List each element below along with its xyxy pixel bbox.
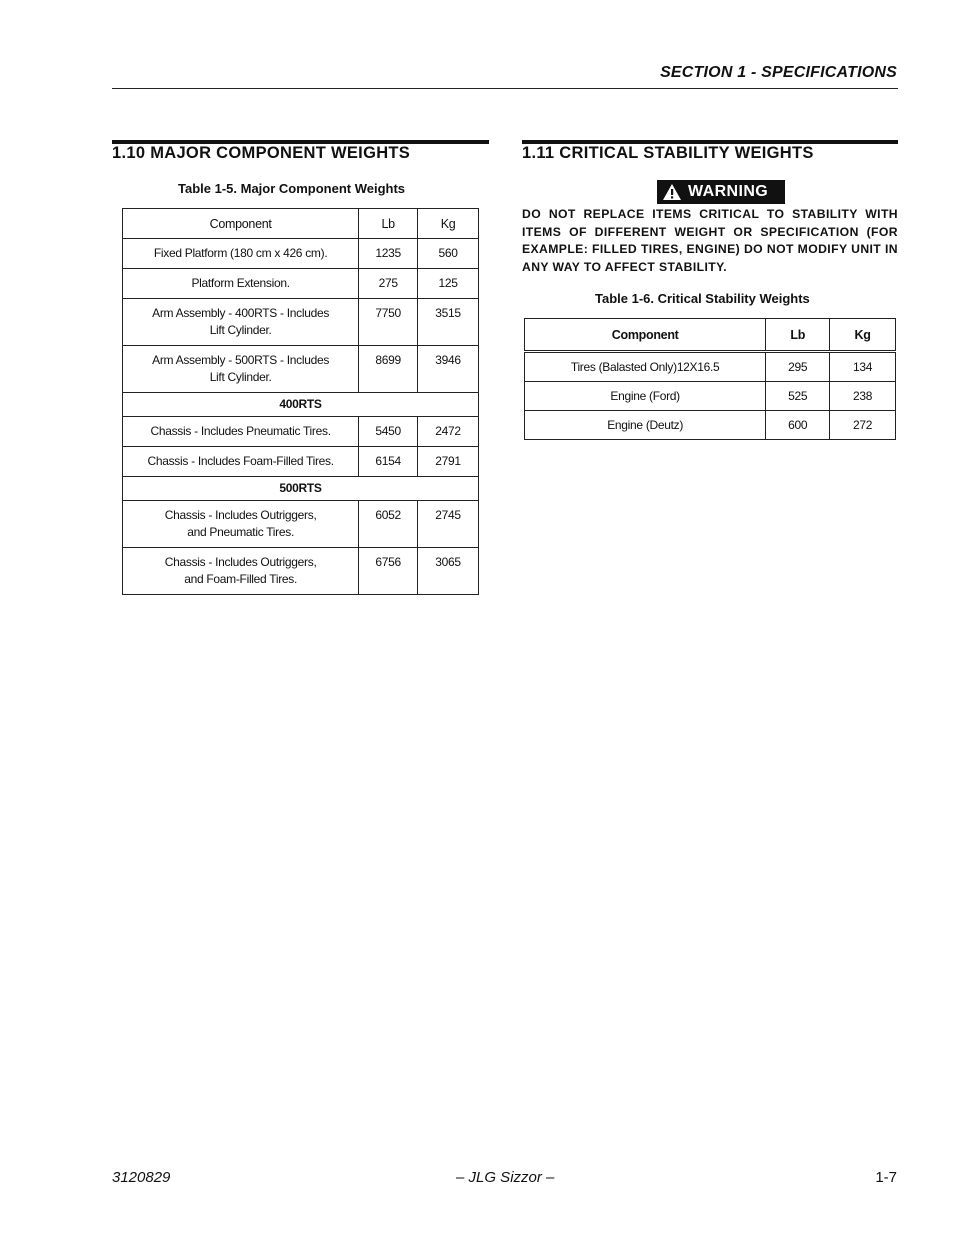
table-row bbox=[525, 382, 896, 411]
kg-cell: 125 bbox=[418, 269, 479, 299]
lb-cell: 525 bbox=[766, 382, 830, 411]
header-rule bbox=[112, 88, 898, 89]
lb-cell: 6052 bbox=[359, 501, 418, 548]
component-cell bbox=[123, 346, 359, 393]
component-cell: Chassis - Includes Pneumatic Tires. bbox=[123, 417, 359, 447]
lb-cell: 6154 bbox=[359, 447, 418, 477]
kg-cell: 3515 bbox=[418, 299, 479, 346]
kg-cell: 3946 bbox=[418, 346, 479, 393]
group-row-400rts bbox=[123, 393, 479, 417]
component-line: Lift Cylinder. bbox=[209, 370, 272, 384]
lb-cell: 600 bbox=[766, 411, 830, 440]
document-number: 3120829 bbox=[112, 1169, 171, 1186]
component-line: Arm Assembly - 500RTS - Includes bbox=[152, 353, 330, 367]
section-title: SECTION 1 - SPECIFICATIONS bbox=[660, 64, 897, 81]
kg-cell: 2791 bbox=[418, 447, 479, 477]
group-label: 500RTS bbox=[123, 477, 479, 501]
major-component-weights-heading: 1.10 MAJOR COMPONENT WEIGHTS bbox=[112, 144, 411, 162]
table-row bbox=[525, 352, 896, 382]
major-component-weights-table bbox=[122, 208, 479, 595]
column-header-lb: Lb bbox=[766, 319, 830, 352]
table-row bbox=[123, 501, 479, 548]
lb-cell: 275 bbox=[359, 269, 418, 299]
component-line: Lift Cylinder. bbox=[209, 323, 272, 337]
table-row bbox=[123, 346, 479, 393]
group-label: 400RTS bbox=[123, 393, 479, 417]
page-number: 1-7 bbox=[875, 1169, 897, 1186]
table-row bbox=[123, 548, 479, 595]
table-header-row bbox=[525, 319, 896, 352]
lb-cell: 1235 bbox=[359, 239, 418, 269]
component-line: Chassis - Includes Outriggers, bbox=[164, 508, 317, 522]
kg-cell: 2472 bbox=[418, 417, 479, 447]
component-cell: Tires (Balasted Only)12X16.5 bbox=[525, 352, 766, 382]
lb-cell: 295 bbox=[766, 352, 830, 382]
lb-cell: 6756 bbox=[359, 548, 418, 595]
warning-triangle-icon bbox=[662, 183, 682, 201]
column-header-kg: Kg bbox=[418, 209, 479, 239]
component-line: and Pneumatic Tires. bbox=[187, 525, 294, 539]
warning-text: DO NOT REPLACE ITEMS CRITICAL TO STABILITY WITH ITEMS OF DIFFERENT WEIGHT OR SPECIFICATION (FOR EXAMPLE: FILLED TIRES, ENGINE) DO NOT MODIFY UNIT IN ANY WAY TO AFFECT STABILITY. bbox=[522, 207, 898, 274]
lb-cell: 7750 bbox=[359, 299, 418, 346]
critical-stability-weights-table bbox=[524, 318, 896, 440]
kg-cell: 2745 bbox=[418, 501, 479, 548]
critical-stability-weights-heading: 1.11 CRITICAL STABILITY WEIGHTS bbox=[522, 144, 814, 162]
lb-cell: 8699 bbox=[359, 346, 418, 393]
column-header-lb: Lb bbox=[359, 209, 418, 239]
column-header-component: Component bbox=[123, 209, 359, 239]
kg-cell: 560 bbox=[418, 239, 479, 269]
group-row-500rts bbox=[123, 477, 479, 501]
component-cell bbox=[123, 548, 359, 595]
table-1-6-caption: Table 1-6. Critical Stability Weights bbox=[595, 291, 810, 306]
component-cell bbox=[123, 299, 359, 346]
kg-cell: 134 bbox=[830, 352, 896, 382]
component-cell: Engine (Ford) bbox=[525, 382, 766, 411]
component-cell bbox=[123, 501, 359, 548]
component-cell: Fixed Platform (180 cm x 426 cm). bbox=[123, 239, 359, 269]
table-row bbox=[123, 269, 479, 299]
component-cell: Chassis - Includes Foam-Filled Tires. bbox=[123, 447, 359, 477]
table-row bbox=[123, 417, 479, 447]
column-header-component: Component bbox=[525, 319, 766, 352]
table-1-5-caption: Table 1-5. Major Component Weights bbox=[178, 181, 406, 196]
table-row bbox=[123, 299, 479, 346]
kg-cell: 3065 bbox=[418, 548, 479, 595]
warning-label: WARNING bbox=[688, 183, 769, 200]
component-cell: Platform Extension. bbox=[123, 269, 359, 299]
column-header-kg: Kg bbox=[830, 319, 896, 352]
warning-badge bbox=[657, 180, 785, 204]
kg-cell: 238 bbox=[830, 382, 896, 411]
kg-cell: 272 bbox=[830, 411, 896, 440]
table-header-row bbox=[123, 209, 479, 239]
table-row bbox=[123, 447, 479, 477]
manual-title: – JLG Sizzor – bbox=[456, 1169, 555, 1186]
component-cell: Engine (Deutz) bbox=[525, 411, 766, 440]
table-row bbox=[525, 411, 896, 440]
component-line: Chassis - Includes Outriggers, bbox=[164, 555, 317, 569]
table-row bbox=[123, 239, 479, 269]
component-line: Arm Assembly - 400RTS - Includes bbox=[152, 306, 330, 320]
component-line: and Foam-Filled Tires. bbox=[184, 572, 297, 586]
lb-cell: 5450 bbox=[359, 417, 418, 447]
